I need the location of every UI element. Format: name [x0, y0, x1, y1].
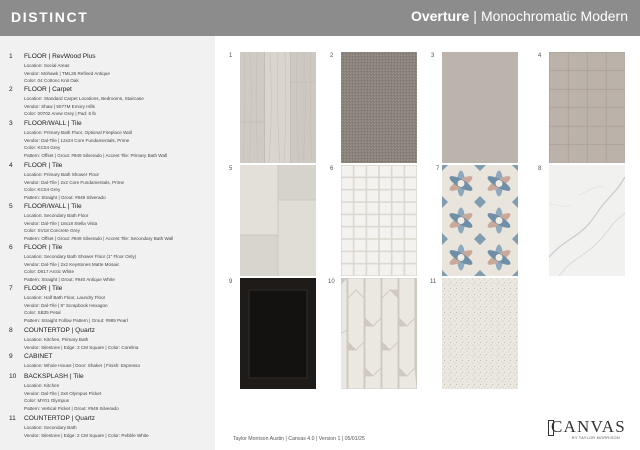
- item-detail: Vendor: Shaw | 5077M Emory Hills: [24, 103, 95, 109]
- item-number: 7: [9, 285, 13, 292]
- item-number: 10: [9, 373, 17, 380]
- swatch-number: 11: [430, 279, 437, 285]
- item-detail: Location: Primary Bath Shower Floor: [24, 172, 100, 177]
- grey-tile-swatch: [442, 52, 518, 163]
- item-detail: Pattern: Vertical Picket | Grout: #949 Silverado: [24, 405, 119, 411]
- swatch-number: 8: [538, 166, 542, 172]
- item-heading: FLOOR | Tile: [24, 285, 63, 292]
- item-detail: Location: Standard Carpet Locations, Bedrooms, Staircase: [24, 96, 144, 101]
- collection-subtitle: Monochromatic Modern: [480, 8, 628, 24]
- item-detail: Color: 00702 Anew Grey | Pad: 6 lb: [24, 111, 96, 116]
- item-detail: Pattern: Offset | Grout: #949 Silverado | Accent Tile: Secondary Bath Wall: [24, 235, 174, 241]
- item-detail: Pattern: Offset | Grout: #949 Silverado | Accent Tile: Primary Bath Wall: [24, 152, 168, 158]
- swatch-number: 1: [229, 53, 233, 59]
- picket-backsplash-swatch: [341, 278, 417, 389]
- item-detail: Vendor: Dal-Tile | 18x18 Stella Vista: [24, 220, 98, 226]
- item-heading: COUNTERTOP | Quartz: [24, 415, 95, 422]
- item-heading: COUNTERTOP | Quartz: [24, 327, 95, 334]
- canvas-logo: [548, 417, 632, 444]
- carpet-swatch: [341, 52, 417, 163]
- item-detail: Color: D617 Arctic White: [24, 269, 75, 274]
- logo-wordmark: CANVAS: [551, 417, 626, 436]
- swatch-number: 5: [229, 166, 233, 172]
- item-detail: Location: Social Areas: [24, 63, 70, 68]
- item-heading: CABINET: [24, 353, 53, 360]
- white-mosaic-swatch: [341, 165, 417, 276]
- item-detail: Color: KC04 Grey: [24, 145, 61, 150]
- item-detail: Pattern: Straight | Grout: #940 Antique White: [24, 276, 115, 282]
- header-bar: [0, 0, 640, 36]
- item-detail: Location: Whole House | Door: Shaker | Finish: Espresso: [24, 363, 141, 368]
- item-detail: Location: Secondary Bath: [24, 425, 77, 430]
- item-number: 1: [9, 53, 13, 60]
- marble-quartz-swatch: [549, 165, 625, 276]
- swatch-number: 4: [538, 53, 542, 59]
- item-detail: Vendor: Dal-Tile | 12x24 Core Fundamentals, Prime: [24, 137, 130, 143]
- item-number: 5: [9, 203, 13, 210]
- item-heading: BACKSPLASH | Tile: [24, 373, 84, 380]
- swatch-number: 2: [330, 53, 334, 59]
- concrete-tile-swatch: [240, 165, 316, 276]
- item-heading: FLOOR | Tile: [24, 244, 63, 251]
- footer-text: Taylor Morrison Austin | Canvas 4.0 | Version 1 | 05/01/25: [233, 436, 365, 442]
- logo-tagline: BY TAYLOR MORRISON: [572, 436, 620, 440]
- swatch-number: 9: [229, 279, 233, 285]
- title-separator: |: [473, 8, 477, 24]
- item-detail: Color: 04 Cottonc Knit Oak: [24, 78, 79, 83]
- page-title: [411, 8, 628, 24]
- grid-tile-swatch: [549, 52, 625, 163]
- hexagon-pattern-swatch: [442, 165, 518, 276]
- item-detail: Location: Kitchen: [24, 383, 60, 388]
- item-detail: Location: Secondary Bath Shower Floor (1" Floor Only): [24, 254, 137, 259]
- item-number: 3: [9, 120, 13, 127]
- item-detail: Pattern: Straight | Grout: #949 Silverado: [24, 194, 106, 200]
- collection-name: Overture: [410, 8, 470, 24]
- espresso-cabinet-swatch: [240, 278, 316, 389]
- swatch-number: 10: [328, 279, 335, 285]
- item-detail: Pattern: Straight Follow Pattern | Grout: #989 Pearl: [24, 317, 128, 323]
- swatch-number: 6: [330, 166, 334, 172]
- selections-list: [0, 36, 215, 450]
- brand-name: DISTINCT: [11, 9, 89, 25]
- item-number: 11: [9, 415, 16, 422]
- item-number: 2: [9, 86, 13, 93]
- item-heading: FLOOR/WALL | Tile: [24, 120, 82, 127]
- item-detail: Location: Primary Bath Floor, Optional Fireplace Wall: [24, 130, 132, 135]
- item-detail: Color: MY01 Olympus: [24, 398, 69, 403]
- item-detail: Location: Secondary Bath Floor: [24, 213, 89, 218]
- item-detail: Location: Kitchen, Primary Bath: [24, 337, 89, 342]
- item-heading: FLOOR/WALL | Tile: [24, 203, 82, 210]
- item-heading: FLOOR | Carpet: [24, 86, 72, 93]
- item-detail: Location: Half Bath Floor, Laundry Floor: [24, 295, 106, 300]
- item-detail: Vendor: Dal-Tile | 2x2 Core Fundamentals, Prime: [24, 179, 125, 185]
- item-number: 6: [9, 244, 13, 251]
- item-detail: Vendor: Dal-Tile | 2x2 Keystones Matte Mosaic: [24, 261, 120, 267]
- item-number: 8: [9, 327, 13, 334]
- wood-plank-swatch: [240, 52, 316, 163]
- item-detail: Color: SV18 Concrete Grey: [24, 228, 80, 233]
- swatch-number: 3: [431, 53, 435, 59]
- item-detail: Vendor: Dal-Tile | 2x8 Olympus Picket: [24, 390, 102, 396]
- item-detail: Vendor: Silestone | Edge: 3 CM Square | Color: Corelina: [24, 344, 139, 350]
- swatch-number: 7: [436, 166, 440, 172]
- item-detail: Vendor: Dal-Tile | 8" Scrapbook Hexagon: [24, 302, 108, 308]
- item-detail: Vendor: Silestone | Edge: 2 CM Square | Color: Pebble White: [24, 432, 149, 438]
- item-detail: Vendor: Mohawk | TML26 Refined Antique: [24, 70, 110, 76]
- item-heading: FLOOR | Tile: [24, 162, 63, 169]
- item-detail: Color: KC04 Grey: [24, 187, 61, 192]
- item-heading: FLOOR | RevWood Plus: [24, 53, 96, 60]
- pebble-quartz-swatch: [442, 278, 518, 389]
- item-number: 4: [9, 162, 13, 169]
- item-number: 9: [9, 353, 13, 360]
- item-detail: Color: SB35 Petal: [24, 310, 61, 315]
